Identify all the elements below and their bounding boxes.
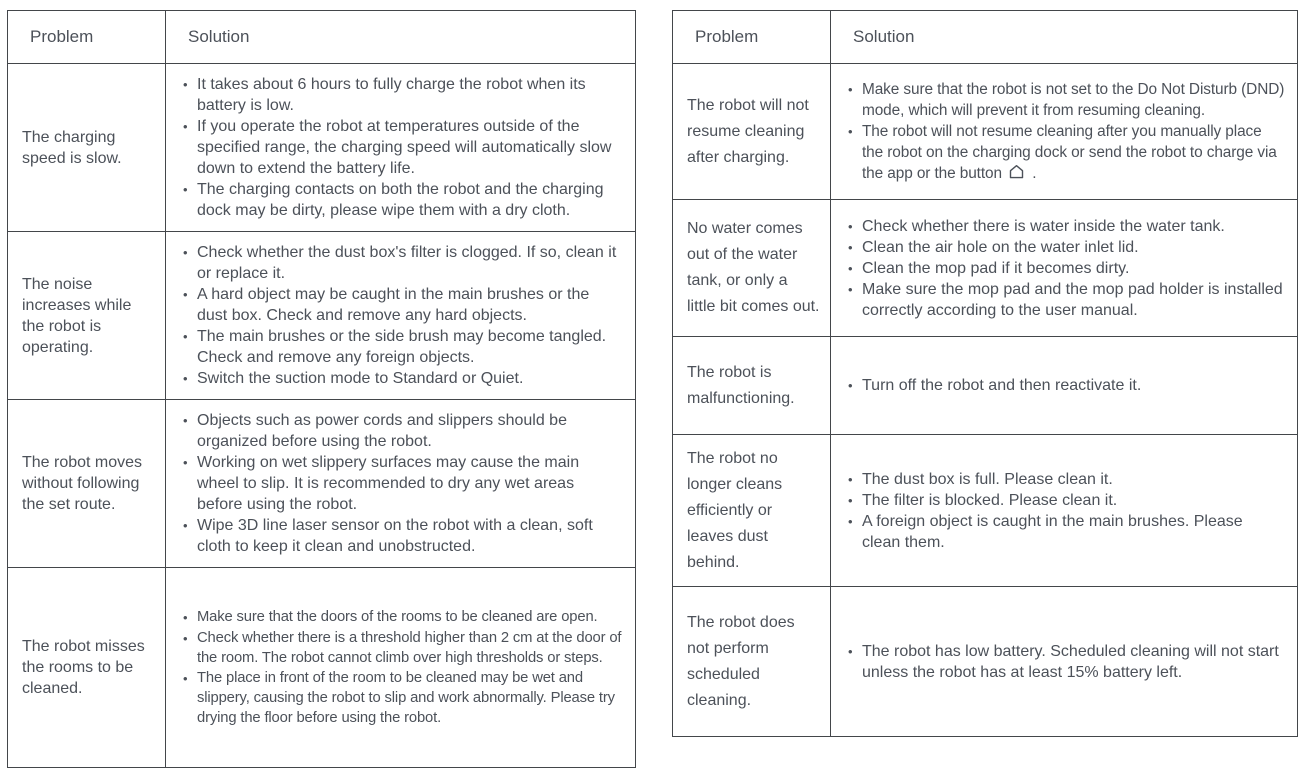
solution-item <box>183 242 623 284</box>
right-table-header <box>673 11 1298 64</box>
problem-cell: The robot does not perform scheduled cleaning. <box>673 587 831 737</box>
bullet-icon: • <box>848 513 853 529</box>
bullet-icon: • <box>183 631 188 646</box>
troubleshooting-table-right <box>672 10 1298 737</box>
solution-header: Solution <box>831 11 1298 64</box>
header-row <box>673 11 1298 64</box>
solution-text: A foreign object is caught in the main brushes. Please clean them. <box>862 512 1243 551</box>
bullet-icon: • <box>183 371 188 386</box>
table-row <box>8 400 636 568</box>
right-table-body <box>673 64 1298 737</box>
solution-item <box>183 410 623 452</box>
solution-cell <box>166 232 636 400</box>
solution-text: Clean the mop pad if it becomes dirty. <box>862 259 1130 277</box>
solution-text: If you operate the robot at temperatures outside of the specified range, the charging speed will automatically slow down to extend the battery life. <box>197 118 612 177</box>
solution-item <box>848 641 1285 683</box>
solution-text: The robot has low battery. Scheduled cleaning will not start unless the robot has at least 15% battery left. <box>862 642 1279 681</box>
solution-cell <box>831 64 1298 200</box>
bullet-icon: • <box>183 329 188 344</box>
bullet-icon: • <box>183 413 188 428</box>
bullet-icon: • <box>183 455 188 470</box>
solution-item <box>183 74 623 116</box>
solution-text: Objects such as power cords and slippers should be organized before using the robot. <box>197 412 567 450</box>
problem-cell: The robot is malfunctioning. <box>673 337 831 435</box>
solution-item <box>183 326 623 368</box>
bullet-icon: • <box>183 245 188 260</box>
problem-cell: No water comes out of the water tank, or only a little bit comes out. <box>673 200 831 337</box>
solution-text: Make sure that the robot is not set to the Do Not Disturb (DND) mode, which will prevent it from resuming cleaning. <box>862 81 1285 119</box>
table-row <box>673 337 1298 435</box>
table-row <box>673 587 1298 737</box>
problem-cell: The charging speed is slow. <box>8 64 166 232</box>
left-table-header <box>8 11 636 64</box>
solution-item <box>183 607 623 628</box>
table-row <box>8 232 636 400</box>
solution-text: Clean the air hole on the water inlet lid. <box>862 238 1139 256</box>
solution-item <box>183 452 623 515</box>
solution-text: Switch the suction mode to Standard or Quiet. <box>197 370 524 387</box>
bullet-icon: • <box>183 287 188 302</box>
bullet-icon: • <box>183 119 188 134</box>
bullet-icon: • <box>848 124 853 139</box>
solution-text: A hard object may be caught in the main brushes or the dust box. Check and remove any hard objects. <box>197 286 590 324</box>
bullet-icon: • <box>848 281 853 297</box>
solution-item <box>848 511 1285 553</box>
problem-cell: The noise increases while the robot is operating. <box>8 232 166 400</box>
solution-item <box>848 237 1285 258</box>
solution-text: The dust box is full. Please clean it. <box>862 470 1113 488</box>
solution-text: It takes about 6 hours to fully charge the robot when its battery is low. <box>197 76 586 114</box>
solution-text: Check whether the dust box's filter is clogged. If so, clean it or replace it. <box>197 244 617 282</box>
troubleshooting-table-left <box>7 10 636 768</box>
solution-item <box>848 258 1285 279</box>
solution-item <box>183 284 623 326</box>
solution-text: Check whether there is a threshold higher than 2 cm at the door of the room. The robot cannot climb over high thresholds or steps. <box>197 630 622 666</box>
solution-cell <box>831 587 1298 737</box>
solution-cell <box>831 337 1298 435</box>
solution-item <box>848 279 1285 321</box>
bullet-icon: • <box>183 77 188 92</box>
solution-text: The filter is blocked. Please clean it. <box>862 491 1118 509</box>
solution-item <box>848 490 1285 511</box>
bullet-icon: • <box>848 643 853 659</box>
table-row <box>673 64 1298 200</box>
problem-cell: The robot misses the rooms to be cleaned. <box>8 568 166 768</box>
solution-header: Solution <box>166 11 636 64</box>
solution-cell <box>166 64 636 232</box>
problem-cell: The robot no longer cleans efficiently or leaves dust behind. <box>673 435 831 587</box>
home-button-icon <box>1008 164 1025 180</box>
table-row <box>8 568 636 768</box>
solution-item <box>183 179 623 221</box>
table-row <box>673 200 1298 337</box>
solution-cell <box>166 400 636 568</box>
problem-header: Problem <box>8 11 166 64</box>
bullet-icon: • <box>848 471 853 487</box>
solution-text: The charging contacts on both the robot and the charging dock may be dirty, please wipe them with a dry cloth. <box>197 181 604 219</box>
solution-text: The place in front of the room to be cleaned may be wet and slippery, causing the robot to slip and work abnormally. Please try drying the floor before using the robot. <box>197 670 615 726</box>
bullet-icon: • <box>848 82 853 97</box>
problem-cell: The robot moves without following the set route. <box>8 400 166 568</box>
solution-text: Turn off the robot and then reactivate it. <box>862 377 1142 394</box>
solution-text: Wipe 3D line laser sensor on the robot with a clean, soft cloth to keep it clean and unobstructed. <box>197 517 593 555</box>
left-table-body <box>8 64 636 768</box>
solution-item <box>848 121 1285 184</box>
solution-text: Make sure the mop pad and the mop pad holder is installed correctly according to the user manual. <box>862 280 1283 319</box>
solution-item <box>848 375 1285 396</box>
solution-item <box>848 469 1285 490</box>
solution-cell <box>166 568 636 768</box>
solution-text: The main brushes or the side brush may become tangled. Check and remove any foreign objects. <box>197 328 607 366</box>
solution-item <box>848 79 1285 121</box>
bullet-icon: • <box>183 182 188 197</box>
table-row <box>8 64 636 232</box>
solution-item <box>183 515 623 557</box>
problem-header: Problem <box>673 11 831 64</box>
solution-item <box>183 368 623 389</box>
bullet-icon: • <box>848 239 853 255</box>
solution-item <box>183 668 623 728</box>
header-row <box>8 11 636 64</box>
bullet-icon: • <box>848 260 853 276</box>
bullet-icon: • <box>848 218 853 234</box>
bullet-icon: • <box>848 492 853 508</box>
bullet-icon: • <box>848 378 853 393</box>
solution-item <box>848 216 1285 237</box>
table-row <box>673 435 1298 587</box>
solution-cell <box>831 200 1298 337</box>
solution-cell <box>831 435 1298 587</box>
solution-text: The robot will not resume cleaning after you manually place the robot on the charging dock or send the robot to charge via the app or the button . <box>862 123 1277 182</box>
problem-cell: The robot will not resume cleaning after charging. <box>673 64 831 200</box>
bullet-icon: • <box>183 518 188 533</box>
bullet-icon: • <box>183 610 188 625</box>
solution-text: Make sure that the doors of the rooms to be cleaned are open. <box>197 609 598 625</box>
solution-text: Working on wet slippery surfaces may cause the main wheel to slip. It is recommended to dry any wet areas before using the robot. <box>197 454 580 513</box>
bullet-icon: • <box>183 671 188 686</box>
solution-text: Check whether there is water inside the water tank. <box>862 217 1225 235</box>
solution-item <box>183 628 623 668</box>
solution-item <box>183 116 623 179</box>
